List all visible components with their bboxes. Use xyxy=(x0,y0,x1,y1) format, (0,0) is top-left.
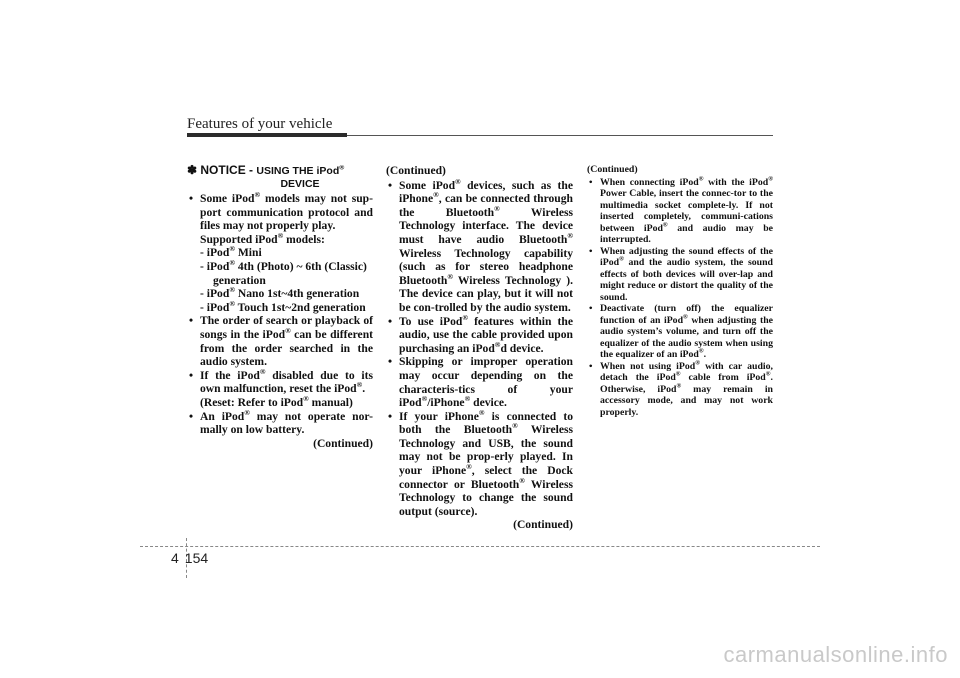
list-item xyxy=(587,246,773,304)
list-item-text: The order of search or playback of songs in the iPod® can be different from the order searched in the audio system. xyxy=(200,314,373,369)
list-item-text: Deactivate (turn off) the equalizer function of an iPod® when adjusting the audio system’s volume, and turn off the equalizer of the audio system when using the equalizer of an iPod®. xyxy=(600,303,773,360)
continued-label: (Continued) xyxy=(313,436,373,450)
list-item xyxy=(587,303,773,361)
continued-top-label: (Continued) xyxy=(587,164,638,175)
bullet-icon: • xyxy=(589,245,593,257)
list-item-subline: Supported iPod® models: xyxy=(200,230,325,246)
list-item-text: Some iPod® models may not sup-port communication protocol and files may not properly play. xyxy=(200,190,373,233)
list-item-text: Some iPod® devices, such as the iPhone®, can be connected through the Bluetooth® Wireless Technology interface. The device must have audio Bluetooth® Wireless Technology capability (such as for stereo headphone Bluetooth® Wireless Technology ). The device can play, but it will not be con-trolled by the audio system. xyxy=(399,176,573,314)
list-item xyxy=(187,192,373,314)
notice-prefix: ✽ NOTICE - xyxy=(187,163,257,177)
column-1 xyxy=(187,164,373,450)
continued-label: (Continued) xyxy=(513,518,573,532)
page-number-value: 154 xyxy=(184,550,209,566)
list-item-subline: - iPod® Mini xyxy=(200,244,262,260)
list-item-sublines xyxy=(200,396,373,410)
continued-top-label: (Continued) xyxy=(386,164,446,177)
notice-heading xyxy=(187,164,373,191)
list-item-sublines xyxy=(200,230,373,315)
chapter-number: 4 xyxy=(171,550,179,566)
list-item-text: If the iPod® disabled due to its own malfunction, reset the iPod®. xyxy=(200,366,373,396)
bullet-icon: • xyxy=(189,409,194,423)
header-bar xyxy=(187,133,347,137)
list-item xyxy=(386,355,573,409)
list-item-subline: (Reset: Refer to iPod® manual) xyxy=(200,394,353,409)
bullet-icon: • xyxy=(388,409,393,423)
col2-bullet-list xyxy=(386,176,574,519)
list-item-text: An iPod® may not operate nor-mally on low battery. xyxy=(200,407,373,437)
bullet-icon: • xyxy=(189,192,194,205)
list-item-text: When connecting iPod® with the iPod® Power Cable, insert the connec-tor to the multimedia socket complete-ly. If not inserted completely, communi-cations between iPod® and audio may be interrupted. xyxy=(600,175,773,245)
list-item-text: When adjusting the sound effects of the iPod® and the audio system, the sound effects of both devices will over-lap and might reduce or distort the quality of the sound. xyxy=(600,245,773,303)
column-3 xyxy=(587,164,773,418)
notice-title-line2: DEVICE xyxy=(280,178,320,190)
list-item xyxy=(187,366,373,410)
bullet-icon: • xyxy=(388,178,393,192)
col3-bullet-list xyxy=(587,177,773,419)
list-item xyxy=(386,176,573,315)
bullet-icon: • xyxy=(388,355,393,369)
list-item xyxy=(386,407,574,519)
list-item-subline: generation xyxy=(213,273,266,287)
bullet-icon: • xyxy=(589,176,593,188)
list-item-subline: - iPod® 4th (Photo) ~ 6th (Classic) xyxy=(200,258,367,273)
column-2 xyxy=(386,164,573,532)
list-item-text: When not using iPod® with car audio, detach the iPod® cable from iPod®. Otherwise, iPod® may remain in accessory mode, and may not work properly. xyxy=(600,359,773,418)
list-item-subline: - iPod® Nano 1st~4th generation xyxy=(200,285,360,301)
list-item xyxy=(587,361,773,419)
footer-rule xyxy=(140,546,820,547)
bullet-icon: • xyxy=(589,360,593,372)
bullet-icon: • xyxy=(589,303,593,314)
bullet-icon: • xyxy=(388,314,393,328)
list-item xyxy=(187,314,373,368)
list-item-subline: - iPod® Touch 1st~2nd generation xyxy=(200,298,366,314)
list-item-text: To use iPod® features within the audio, use the cable provided upon purchasing an iPod®d device. xyxy=(399,312,573,355)
list-item xyxy=(386,312,573,356)
notice-title-line1: USING THE iPod® xyxy=(256,164,345,177)
bullet-icon: • xyxy=(189,368,194,382)
list-item xyxy=(187,407,373,437)
list-item-text: If your iPhone® is connected to both the Bluetooth® Wireless Technology and USB, the sound may not be prop-erly played. In your iPhone®, select the Dock connector or Bluetooth® Wireless Technology to change the sound output (source). xyxy=(399,407,574,518)
header-rule xyxy=(347,135,773,136)
header-title: Features of your vehicle xyxy=(187,116,333,132)
watermark: carmanualsonline.info xyxy=(723,642,948,667)
page-number xyxy=(171,550,208,566)
col1-bullet-list xyxy=(187,192,373,437)
list-item-text: Skipping or improper operation may occur depending on the characteris-tics of your iPod®/iPhone® device. xyxy=(399,355,573,410)
bullet-icon: • xyxy=(189,314,194,328)
list-item xyxy=(587,177,773,246)
